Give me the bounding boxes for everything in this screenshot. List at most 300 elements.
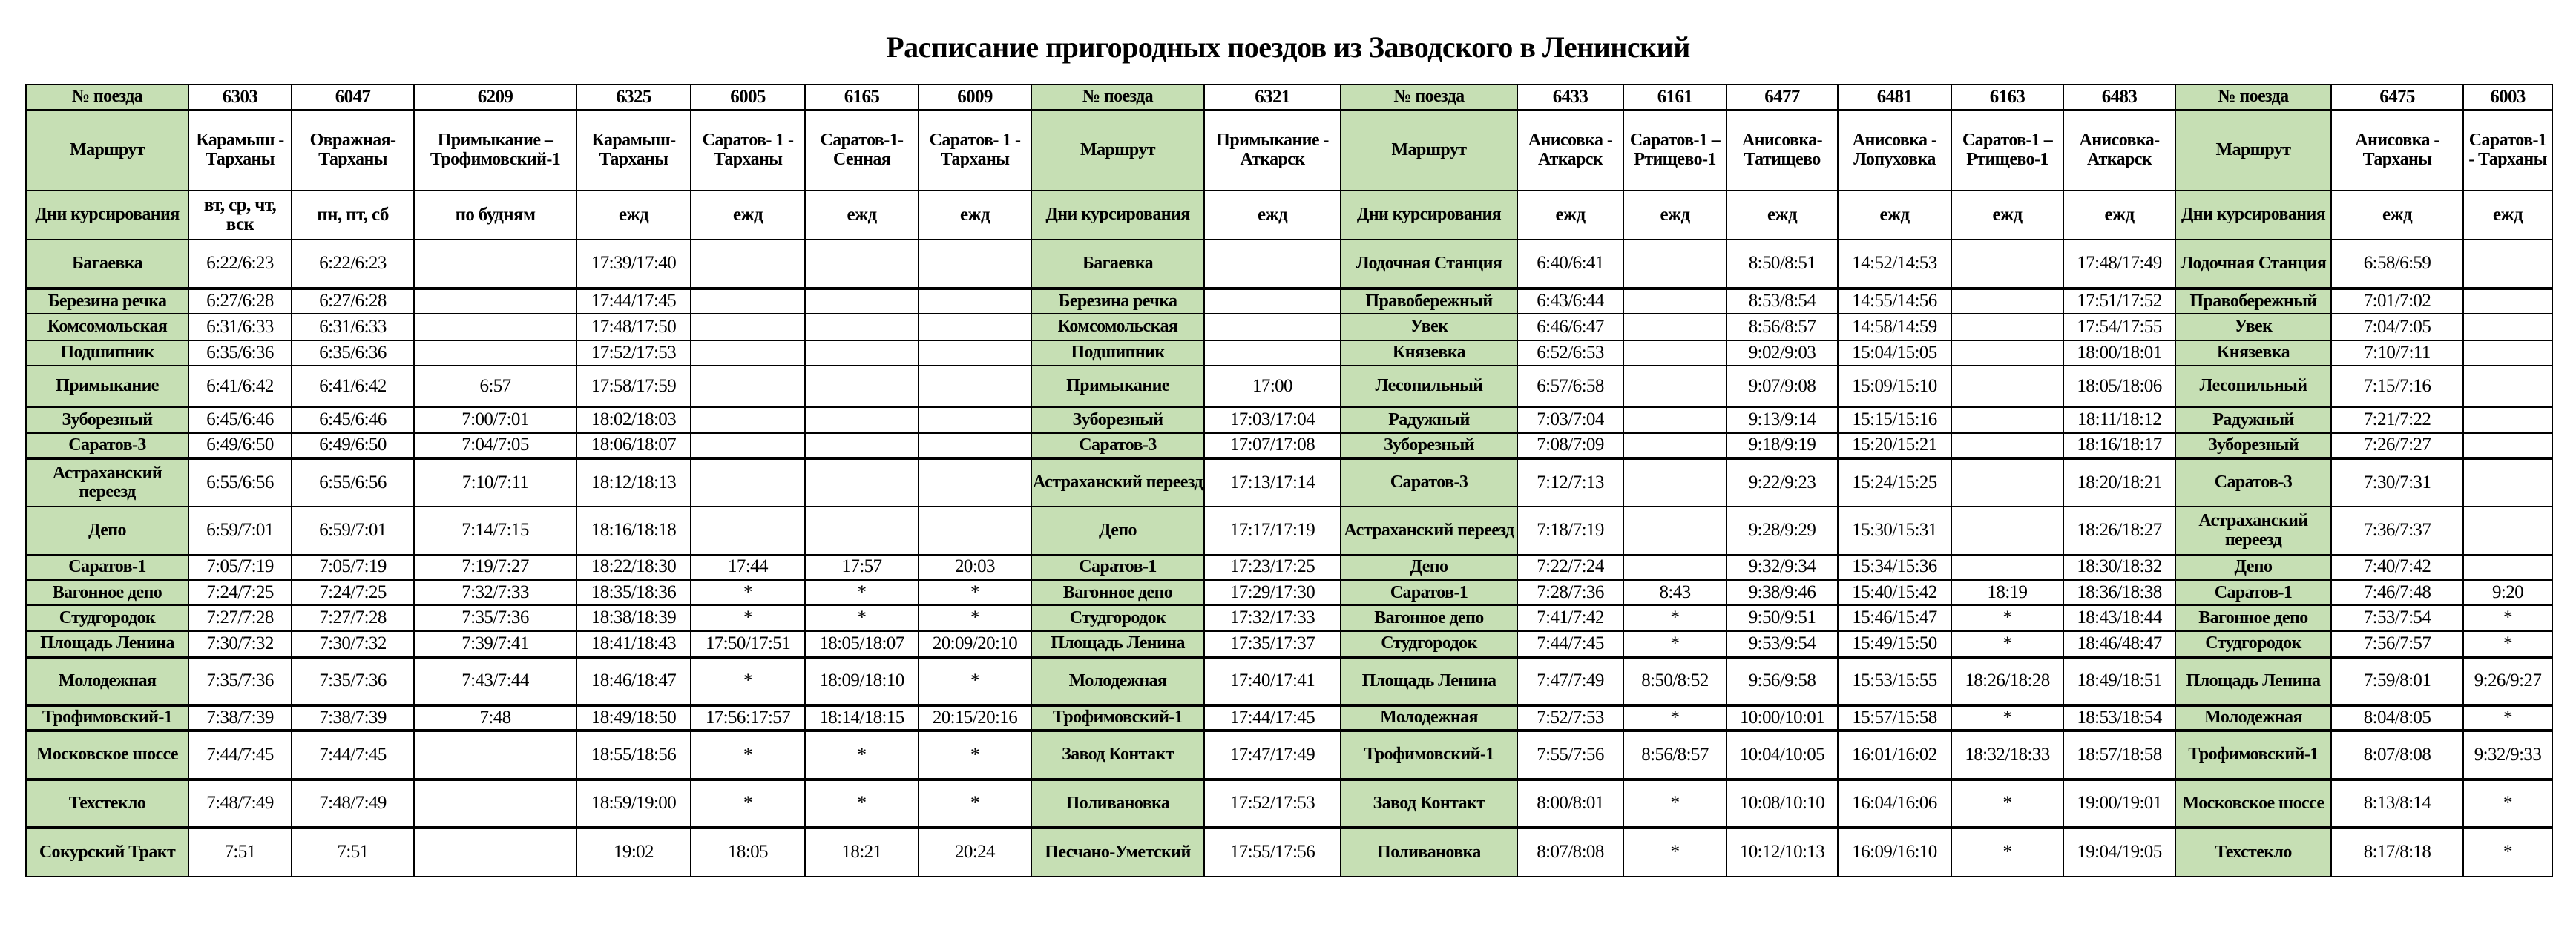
time-cell: 9:38/9:46 [1726, 580, 1838, 605]
time-cell: 8:04/8:05 [2331, 705, 2463, 731]
time-cell: 10:00/10:01 [1726, 705, 1838, 731]
time-cell: * [1951, 631, 2063, 657]
time-cell: 8:50/8:51 [1726, 240, 1838, 289]
time-cell: 7:27/7:28 [188, 605, 292, 631]
time-cell [805, 240, 919, 289]
row-label-cell: Зуборезный [1031, 407, 1204, 433]
time-cell: 6:22/6:23 [292, 240, 414, 289]
station-row [26, 828, 2552, 877]
time-cell: 15:30/15:31 [1838, 507, 1951, 555]
time-cell: * [805, 580, 919, 605]
time-cell: * [1623, 828, 1726, 877]
time-cell: 6:27/6:28 [292, 289, 414, 314]
row-label-cell: Князевка [2175, 340, 2331, 366]
time-cell: 17:44/17:45 [1204, 705, 1341, 731]
row-label-cell: Депо [1341, 555, 1517, 580]
time-cell [2463, 433, 2552, 458]
row-label-cell: Астраханский переезд [1031, 458, 1204, 507]
time-cell: 6:35/6:36 [188, 340, 292, 366]
row-label-cell: Московское шоссе [26, 731, 188, 780]
route-cell: Анисовка-Аткарск [2063, 110, 2175, 191]
train-number-cell: 6483 [2063, 85, 2175, 110]
time-cell: 7:05/7:19 [292, 555, 414, 580]
time-cell: 7:52/7:53 [1517, 705, 1623, 731]
time-cell: 18:30/18:32 [2063, 555, 2175, 580]
time-cell [2463, 340, 2552, 366]
days-cell: ежд [919, 191, 1031, 240]
time-cell: 7:39/7:41 [414, 631, 576, 657]
row-label-cell: Студгородок [2175, 631, 2331, 657]
time-cell: 18:57/18:58 [2063, 731, 2175, 780]
train-number-cell: 6475 [2331, 85, 2463, 110]
time-cell: 18:05 [691, 828, 805, 877]
time-cell: 14:58/14:59 [1838, 314, 1951, 340]
row-label-cell: Астраханский переезд [2175, 507, 2331, 555]
time-cell: 6:22/6:23 [188, 240, 292, 289]
train-number-cell: 6005 [691, 85, 805, 110]
time-cell: * [1951, 780, 2063, 828]
time-cell: 7:47/7:49 [1517, 657, 1623, 705]
time-cell [919, 507, 1031, 555]
time-cell: 7:44/7:45 [188, 731, 292, 780]
row-label-cell: Лодочная Станция [1341, 240, 1517, 289]
time-cell [691, 366, 805, 407]
route-cell: Саратов- 1 - Тарханы [691, 110, 805, 191]
time-cell [414, 828, 576, 877]
time-cell: 7:51 [292, 828, 414, 877]
time-cell [691, 240, 805, 289]
time-cell [919, 433, 1031, 458]
time-cell: 18:26/18:27 [2063, 507, 2175, 555]
days-cell: ежд [1517, 191, 1623, 240]
time-cell [2463, 555, 2552, 580]
row-label-cell: Астраханский переезд [1341, 507, 1517, 555]
time-cell: 8:00/8:01 [1517, 780, 1623, 828]
row-label-cell: Трофимовский-1 [26, 705, 188, 731]
time-cell: 6:49/6:50 [292, 433, 414, 458]
time-cell: * [2463, 605, 2552, 631]
time-cell: 8:56/8:57 [1623, 731, 1726, 780]
row-label-cell: Подшипник [1031, 340, 1204, 366]
time-cell: 10:12/10:13 [1726, 828, 1838, 877]
days-cell: ежд [1951, 191, 2063, 240]
time-cell: 6:41/6:42 [188, 366, 292, 407]
row-label-cell: Маршрут [1031, 110, 1204, 191]
time-cell: 15:57/15:58 [1838, 705, 1951, 731]
station-row [26, 340, 2552, 366]
schedule-table [25, 84, 2553, 877]
time-cell [919, 366, 1031, 407]
time-cell: 15:04/15:05 [1838, 340, 1951, 366]
row-label-cell: Трофимовский-1 [1031, 705, 1204, 731]
time-cell: 7:48/7:49 [292, 780, 414, 828]
time-cell: 20:15/20:16 [919, 705, 1031, 731]
time-cell: 9:32/9:33 [2463, 731, 2552, 780]
time-cell [919, 314, 1031, 340]
time-cell [1951, 433, 2063, 458]
time-cell: 7:41/7:42 [1517, 605, 1623, 631]
time-cell: 7:51 [188, 828, 292, 877]
row-label-cell: Примыкание [1031, 366, 1204, 407]
time-cell [805, 433, 919, 458]
row-label-cell: Князевка [1341, 340, 1517, 366]
time-cell: * [919, 605, 1031, 631]
time-cell: 6:45/6:46 [292, 407, 414, 433]
time-cell: 15:46/15:47 [1838, 605, 1951, 631]
time-cell: 20:03 [919, 555, 1031, 580]
time-cell: 17:23/17:25 [1204, 555, 1341, 580]
row-label-cell: Лодочная Станция [2175, 240, 2331, 289]
time-cell: 18:35/18:36 [576, 580, 691, 605]
station-row [26, 705, 2552, 731]
time-cell: 6:59/7:01 [188, 507, 292, 555]
time-cell: 6:46/6:47 [1517, 314, 1623, 340]
time-cell [919, 340, 1031, 366]
time-cell [1951, 240, 2063, 289]
row-label-cell: № поезда [2175, 85, 2331, 110]
time-cell: 7:30/7:31 [2331, 458, 2463, 507]
time-cell: 6:35/6:36 [292, 340, 414, 366]
time-cell: 7:12/7:13 [1517, 458, 1623, 507]
time-cell: * [2463, 780, 2552, 828]
row-label-cell: Площадь Ленина [26, 631, 188, 657]
time-cell [2463, 240, 2552, 289]
time-cell: * [1623, 780, 1726, 828]
row-label-cell: Комсомольская [1031, 314, 1204, 340]
time-cell [691, 407, 805, 433]
time-cell: 7:35/7:36 [188, 657, 292, 705]
time-cell: 7:44/7:45 [292, 731, 414, 780]
station-row [26, 780, 2552, 828]
time-cell: 17:55/17:56 [1204, 828, 1341, 877]
time-cell [414, 731, 576, 780]
time-cell [1951, 555, 2063, 580]
time-cell: 7:24/7:25 [188, 580, 292, 605]
days-cell: ежд [2463, 191, 2552, 240]
time-cell: 17:29/17:30 [1204, 580, 1341, 605]
time-cell: 18:05/18:07 [805, 631, 919, 657]
station-row [26, 366, 2552, 407]
time-cell [1623, 458, 1726, 507]
time-cell: 15:09/15:10 [1838, 366, 1951, 407]
time-cell: 18:49/18:50 [576, 705, 691, 731]
route-cell: Саратов-1-Сенная [805, 110, 919, 191]
time-cell: 8:50/8:52 [1623, 657, 1726, 705]
row-label-cell: Студгородок [1031, 605, 1204, 631]
time-cell: * [805, 731, 919, 780]
time-cell: 8:56/8:57 [1726, 314, 1838, 340]
row-label-cell: Студгородок [26, 605, 188, 631]
time-cell: 7:08/7:09 [1517, 433, 1623, 458]
time-cell: 17:54/17:55 [2063, 314, 2175, 340]
time-cell: 7:30/7:32 [188, 631, 292, 657]
time-cell [414, 780, 576, 828]
time-cell: * [1951, 828, 2063, 877]
time-cell: 9:22/9:23 [1726, 458, 1838, 507]
time-cell: * [691, 605, 805, 631]
row-label-cell: Студгородок [1341, 631, 1517, 657]
time-cell: 6:31/6:33 [292, 314, 414, 340]
time-cell: 18:26/18:28 [1951, 657, 2063, 705]
train-number-cell: 6303 [188, 85, 292, 110]
time-cell: 10:08/10:10 [1726, 780, 1838, 828]
row-label-cell: Маршрут [2175, 110, 2331, 191]
days-cell: ежд [1623, 191, 1726, 240]
time-cell: 17:47/17:49 [1204, 731, 1341, 780]
row-label-cell: Радужный [1341, 407, 1517, 433]
time-cell: 18:46/18:47 [576, 657, 691, 705]
row-label-cell: Дни курсирования [1341, 191, 1517, 240]
row-label-cell: Техстекло [2175, 828, 2331, 877]
time-cell: 7:56/7:57 [2331, 631, 2463, 657]
time-cell: 6:52/6:53 [1517, 340, 1623, 366]
time-cell: 18:46/48:47 [2063, 631, 2175, 657]
time-cell: 17:50/17:51 [691, 631, 805, 657]
days-cell: пн, пт, сб [292, 191, 414, 240]
time-cell [414, 340, 576, 366]
row-label-cell: Саратов-3 [2175, 458, 2331, 507]
time-cell [919, 240, 1031, 289]
row-label-cell: Молодежная [1341, 705, 1517, 731]
row-label-cell: Молодежная [2175, 705, 2331, 731]
station-row [26, 240, 2552, 289]
time-cell: 7:04/7:05 [414, 433, 576, 458]
time-cell: 7:10/7:11 [414, 458, 576, 507]
time-cell [1204, 289, 1341, 314]
row-label-cell: Поливановка [1341, 828, 1517, 877]
time-cell: 18:49/18:51 [2063, 657, 2175, 705]
days-cell: ежд [2063, 191, 2175, 240]
row-label-cell: Маршрут [1341, 110, 1517, 191]
row-label-cell: Саратов-1 [2175, 580, 2331, 605]
route-cell: Саратов-1 – Ртищево-1 [1623, 110, 1726, 191]
time-cell: 18:16/18:18 [576, 507, 691, 555]
row-label-cell: Саратов-1 [1031, 555, 1204, 580]
time-cell: 7:28/7:36 [1517, 580, 1623, 605]
time-cell: 6:41/6:42 [292, 366, 414, 407]
row-label-cell: Багаевка [26, 240, 188, 289]
time-cell: * [919, 731, 1031, 780]
time-cell: 18:55/18:56 [576, 731, 691, 780]
time-cell: 17:07/17:08 [1204, 433, 1341, 458]
time-cell: 7:38/7:39 [188, 705, 292, 731]
time-cell [1951, 289, 2063, 314]
time-cell: 18:41/18:43 [576, 631, 691, 657]
time-cell: 6:57 [414, 366, 576, 407]
time-cell [1623, 433, 1726, 458]
time-cell: 7:48 [414, 705, 576, 731]
time-cell: 6:55/6:56 [188, 458, 292, 507]
time-cell [805, 314, 919, 340]
time-cell: 7:26/7:27 [2331, 433, 2463, 458]
days-cell: ежд [576, 191, 691, 240]
time-cell: 17:44/17:45 [576, 289, 691, 314]
time-cell [805, 289, 919, 314]
time-cell: 8:17/8:18 [2331, 828, 2463, 877]
row-label-cell: Примыкание [26, 366, 188, 407]
time-cell [1951, 314, 2063, 340]
time-cell [2463, 314, 2552, 340]
row-label-cell: Вагонное депо [2175, 605, 2331, 631]
time-cell: 7:30/7:32 [292, 631, 414, 657]
row-label-cell: Поливановка [1031, 780, 1204, 828]
time-cell [2463, 407, 2552, 433]
time-cell: 15:24/15:25 [1838, 458, 1951, 507]
time-cell: * [691, 731, 805, 780]
time-cell [2463, 289, 2552, 314]
time-cell [691, 314, 805, 340]
row-label-cell: № поезда [1341, 85, 1517, 110]
time-cell: 6:27/6:28 [188, 289, 292, 314]
time-cell [1623, 340, 1726, 366]
route-cell: Анисовка - Аткарск [1517, 110, 1623, 191]
row-label-cell: Радужный [2175, 407, 2331, 433]
time-cell: 18:43/18:44 [2063, 605, 2175, 631]
row-label-cell: Увек [1341, 314, 1517, 340]
time-cell: 17:58/17:59 [576, 366, 691, 407]
time-cell: 15:53/15:55 [1838, 657, 1951, 705]
time-cell: 19:00/19:01 [2063, 780, 2175, 828]
time-cell: * [2463, 828, 2552, 877]
row-label-cell: Трофимовский-1 [2175, 731, 2331, 780]
time-cell [1951, 366, 2063, 407]
time-cell [691, 507, 805, 555]
row-label-cell: Дни курсирования [2175, 191, 2331, 240]
time-cell: 8:07/8:08 [2331, 731, 2463, 780]
time-cell: 7:15/7:16 [2331, 366, 2463, 407]
time-cell: 17:52/17:53 [1204, 780, 1341, 828]
time-cell: 17:48/17:49 [2063, 240, 2175, 289]
route-cell: Саратов-1 – Ртищево-1 [1951, 110, 2063, 191]
time-cell: 9:56/9:58 [1726, 657, 1838, 705]
time-cell: 10:04/10:05 [1726, 731, 1838, 780]
station-row [26, 657, 2552, 705]
time-cell: 7:43/7:44 [414, 657, 576, 705]
time-cell [1204, 340, 1341, 366]
time-cell: 18:14/18:15 [805, 705, 919, 731]
row-label-cell: Депо [2175, 555, 2331, 580]
time-cell: 18:20/18:21 [2063, 458, 2175, 507]
time-cell: 17:51/17:52 [2063, 289, 2175, 314]
time-cell: 6:55/6:56 [292, 458, 414, 507]
time-cell: 17:39/17:40 [576, 240, 691, 289]
days-cell: ежд [805, 191, 919, 240]
time-cell [805, 507, 919, 555]
time-cell [691, 433, 805, 458]
time-cell [691, 289, 805, 314]
station-row [26, 433, 2552, 458]
time-cell: 6:43/6:44 [1517, 289, 1623, 314]
time-cell: 18:02/18:03 [576, 407, 691, 433]
time-cell: 7:48/7:49 [188, 780, 292, 828]
time-cell: 17:17/17:19 [1204, 507, 1341, 555]
row-label-cell: Депо [1031, 507, 1204, 555]
station-row [26, 555, 2552, 580]
time-cell: 20:09/20:10 [919, 631, 1031, 657]
time-cell: 7:55/7:56 [1517, 731, 1623, 780]
train-number-cell: 6047 [292, 85, 414, 110]
time-cell: 6:40/6:41 [1517, 240, 1623, 289]
row-label-cell: Комсомольская [26, 314, 188, 340]
time-cell [919, 458, 1031, 507]
time-cell: 7:38/7:39 [292, 705, 414, 731]
time-cell: * [1951, 705, 2063, 731]
row-label-cell: Трофимовский-1 [1341, 731, 1517, 780]
time-cell: 7:35/7:36 [292, 657, 414, 705]
time-cell [1951, 340, 2063, 366]
time-cell: 17:03/17:04 [1204, 407, 1341, 433]
time-cell: 16:09/16:10 [1838, 828, 1951, 877]
time-cell: 14:52/14:53 [1838, 240, 1951, 289]
row-label-cell: Площадь Ленина [1031, 631, 1204, 657]
time-cell: 18:00/18:01 [2063, 340, 2175, 366]
time-cell: * [919, 657, 1031, 705]
row-label-cell: № поезда [26, 85, 188, 110]
time-cell: 18:21 [805, 828, 919, 877]
route-cell: Саратов- 1 - Тарханы [919, 110, 1031, 191]
time-cell: 9:50/9:51 [1726, 605, 1838, 631]
route-cell: Анисовка - Лопуховка [1838, 110, 1951, 191]
time-cell [1951, 507, 2063, 555]
train-number-cell: 6161 [1623, 85, 1726, 110]
row-label-cell: Березина речка [1031, 289, 1204, 314]
time-cell: 7:05/7:19 [188, 555, 292, 580]
days-cell: вт, ср, чт, вск [188, 191, 292, 240]
time-cell: 7:21/7:22 [2331, 407, 2463, 433]
row-label-cell: Зуборезный [2175, 433, 2331, 458]
time-cell [691, 458, 805, 507]
time-cell [1623, 289, 1726, 314]
time-cell: 18:36/18:38 [2063, 580, 2175, 605]
route-cell: Овражная-Тарханы [292, 110, 414, 191]
time-cell: 7:32/7:33 [414, 580, 576, 605]
time-cell: 18:06/18:07 [576, 433, 691, 458]
row-label-cell: Саратов-3 [1341, 458, 1517, 507]
time-cell: * [2463, 705, 2552, 731]
time-cell: 7:03/7:04 [1517, 407, 1623, 433]
row-label-cell: Багаевка [1031, 240, 1204, 289]
station-row [26, 605, 2552, 631]
station-row [26, 289, 2552, 314]
time-cell: 18:38/18:39 [576, 605, 691, 631]
time-cell [1951, 407, 2063, 433]
row-label-cell: Зуборезный [26, 407, 188, 433]
row-label-cell: Правобережный [1341, 289, 1517, 314]
time-cell: 14:55/14:56 [1838, 289, 1951, 314]
route-row [26, 110, 2552, 191]
time-cell [2463, 507, 2552, 555]
row-label-cell: Подшипник [26, 340, 188, 366]
time-cell: 18:09/18:10 [805, 657, 919, 705]
route-cell: Анисовка-Татищево [1726, 110, 1838, 191]
train-number-cell: 6325 [576, 85, 691, 110]
time-cell: 9:02/9:03 [1726, 340, 1838, 366]
row-label-cell: Маршрут [26, 110, 188, 191]
time-cell [2463, 458, 2552, 507]
route-cell: Саратов-1 - Тарханы [2463, 110, 2552, 191]
time-cell: 18:16/18:17 [2063, 433, 2175, 458]
time-cell: 9:18/9:19 [1726, 433, 1838, 458]
station-row [26, 458, 2552, 507]
time-cell: * [919, 780, 1031, 828]
time-cell [414, 289, 576, 314]
time-cell: 17:40/17:41 [1204, 657, 1341, 705]
time-cell [1623, 314, 1726, 340]
row-label-cell: Молодежная [1031, 657, 1204, 705]
station-row [26, 407, 2552, 433]
row-label-cell: Правобережный [2175, 289, 2331, 314]
time-cell [805, 366, 919, 407]
